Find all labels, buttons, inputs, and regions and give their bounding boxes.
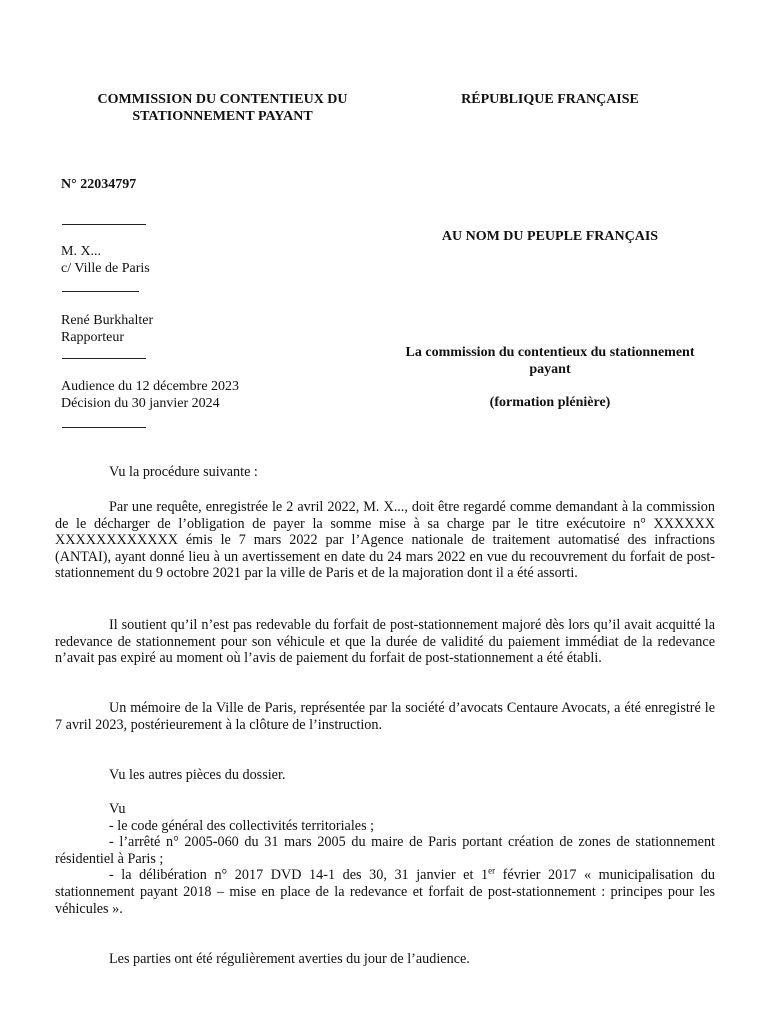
divider-3 <box>62 358 146 359</box>
vu-label: Vu <box>109 801 126 817</box>
paragraph-2-text: Il soutient qu’il n’est pas redevable du forfait de post-stationnement majoré dès lors qu’il avait acquitté la redevance de stationnement pour son véhicule et que la durée de validité du paiement immédiat de la redevance n’avait pas expiré au moment où l’avis de paiement du forfait de post-stationnement a été établi. <box>55 617 715 667</box>
rapporteur-name: René Burkhalter <box>61 313 154 328</box>
paragraph-3 <box>55 700 715 733</box>
vu-item-3-b: février 2017 « municipalisation du stationnement payant 2018 – mise en place de la redevance et forfait de post-stationnement : principes pour les véhicules ». <box>55 867 716 917</box>
parties-averties <box>55 951 715 968</box>
vu-pieces-text: Vu les autres pièces du dossier. <box>109 767 286 783</box>
parties-averties-text: Les parties ont été régulièrement averties du jour de l’audience. <box>109 951 470 967</box>
vu-item-3-a: - la délibération n° 2017 DVD 14-1 des 30, 31 janvier et 1 <box>109 867 489 884</box>
divider-4 <box>62 427 146 428</box>
vu-list <box>55 801 715 917</box>
rapporteur-role: Rapporteur <box>61 330 124 345</box>
defendeur: c/ Ville de Paris <box>61 261 150 276</box>
vu-procedure <box>55 464 715 481</box>
formation-block <box>375 344 725 411</box>
commission-title-line1: COMMISSION DU CONTENTIEUX DU <box>97 92 348 107</box>
dates-block <box>61 378 239 412</box>
divider-2 <box>62 291 139 292</box>
requerant: M. X... <box>61 244 102 259</box>
vu-item-1: - le code général des collectivités territoriales ; <box>109 817 375 834</box>
audience-date: Audience du 12 décembre 2023 <box>61 379 240 394</box>
paragraph-1 <box>55 499 715 582</box>
au-nom-du-peuple: AU NOM DU PEUPLE FRANÇAIS <box>441 229 659 244</box>
vu-item-2: - l’arrêté n° 2005-060 du 31 mars 2005 du maire de Paris portant création de zones de stationnement résidentiel à Paris ; <box>55 834 715 867</box>
republique-title: RÉPUBLIQUE FRANÇAISE <box>461 92 639 107</box>
rapporteur-block <box>61 312 153 346</box>
paragraph-2 <box>55 617 715 667</box>
formation-line1: La commission du contentieux du stationnement <box>405 345 695 360</box>
commission-title <box>70 91 375 125</box>
case-number: N° 22034797 <box>61 177 137 192</box>
paragraph-1-text: Par une requête, enregistrée le 2 avril 2022, M. X..., doit être regardé comme demandant à la commission de le décharger de l’obligation de payer la somme mise à sa charge par le titre exécutoire n° XXXXXX XXXXXXXXXXXX émis le 7 mars 2022 par l’Agence nationale de traitement automatisé des infractions (ANTAI), ayant donné lieu à un avertissement en date du 24 mars 2022 en vue du recouvrement du forfait de post-stationnement du 9 octobre 2021 par la ville de Paris et de la majoration dont il a été assorti. <box>55 499 715 582</box>
formation-line2: payant <box>529 362 571 377</box>
vu-item-3 <box>55 867 715 917</box>
vu-procedure-text: Vu la procédure suivante : <box>109 464 258 480</box>
vu-item-3-sup: er <box>488 865 496 876</box>
parties <box>61 243 150 277</box>
paragraph-3-text: Un mémoire de la Ville de Paris, représentée par la société d’avocats Centaure Avocats, a été enregistré le 7 avril 2023, postérieurement à la clôture de l’instruction. <box>55 700 715 733</box>
commission-title-line2: STATIONNEMENT PAYANT <box>132 109 313 124</box>
formation-type: (formation plénière) <box>489 395 611 410</box>
divider-1 <box>62 224 146 225</box>
vu-pieces <box>55 767 715 784</box>
decision-date: Décision du 30 janvier 2024 <box>61 396 220 411</box>
